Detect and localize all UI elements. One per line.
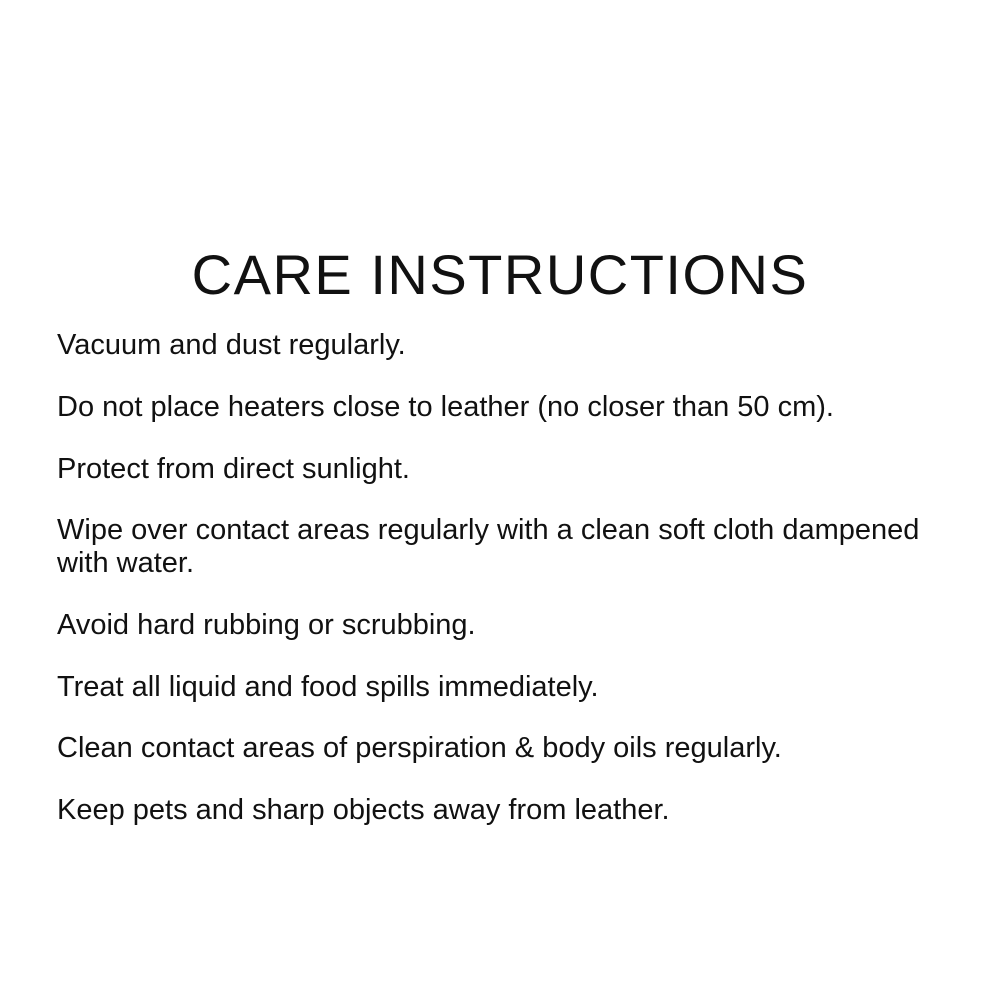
list-item: Wipe over contact areas regularly with a clean soft cloth dampened with water. [57, 514, 920, 580]
list-item: Keep pets and sharp objects away from leather. [57, 794, 670, 827]
list-item: Avoid hard rubbing or scrubbing. [57, 608, 476, 641]
instructions-list [57, 300, 957, 827]
page-title: CARE INSTRUCTIONS [191, 242, 809, 306]
list-item: Clean contact areas of perspiration & body oils regularly. [57, 732, 782, 765]
list-item: Treat all liquid and food spills immediately. [57, 670, 599, 703]
list-item: Do not place heaters close to leather (no closer than 50 cm). [57, 390, 834, 423]
list-item: Vacuum and dust regularly. [57, 329, 406, 361]
list-item: Protect from direct sunlight. [57, 452, 410, 485]
